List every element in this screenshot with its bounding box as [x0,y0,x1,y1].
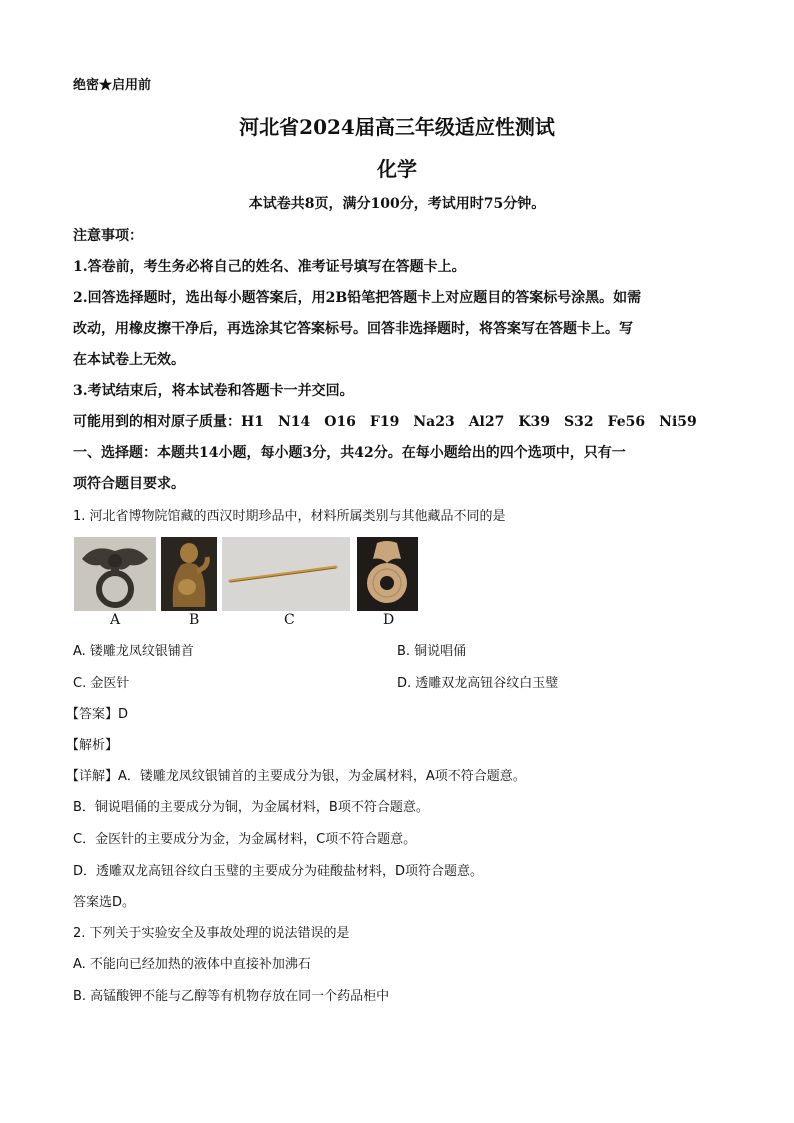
atomic-masses: 可能用到的相对原子质量：H1 N14 O16 F19 Na23 Al27 K39 S32 Fe56 Ni59 [73,414,697,430]
q1-explanation-a: 【详解】A．镂雕龙凤纹银铺首的主要成分为银，为金属材料，A项不符合题意。 [66,769,526,784]
notice-item-2-cont: 改动，用橡皮擦干净后，再选涂其它答案标号。回答非选择题时，将答案写在答题卡上。写 [73,321,633,337]
q1-option-b: B. 铜说唱俑 [397,644,467,659]
artifact-photo-b [161,537,217,611]
confidential-mark: 绝密★启用前 [73,78,152,93]
notice-heading: 注意事项： [73,228,143,244]
notice-item-3: 3.考试结束后，将本试卷和答题卡一并交回。 [73,383,354,399]
notice-item-1: 1.答卷前，考生务必将自己的姓名、准考证号填写在答题卡上。 [73,259,466,275]
notice-item-2-end: 在本试卷上无效。 [73,352,185,368]
image-label-c: C [284,612,295,628]
q1-option-c: C. 金医针 [73,676,130,691]
q1-answer: 【答案】D [66,707,129,722]
section-heading-cont: 项符合题目要求。 [73,476,185,492]
q1-option-d: D. 透雕双龙高钮谷纹白玉璧 [397,676,559,691]
q1-conclusion: 答案选D。 [73,895,136,910]
q1-explanation-d: D．透雕双龙高钮谷纹白玉璧的主要成分为硅酸盐材料，D项符合题意。 [73,864,484,879]
image-label-d: D [383,612,395,628]
artifact-photo-a [74,537,156,611]
q1-explanation-b: B．铜说唱俑的主要成分为铜，为金属材料，B项不符合题意。 [73,800,429,815]
section-heading: 一、选择题：本题共14小题，每小题3分，共42分。在每小题给出的四个选项中，只有一 [73,445,626,461]
q2-option-a: A. 不能向已经加热的液体中直接补加沸石 [73,957,311,972]
q2-option-b: B. 高锰酸钾不能与乙醇等有机物存放在同一个药品柜中 [73,989,390,1004]
exam-title: 河北省2024届高三年级适应性测试 [239,115,555,139]
exam-info: 本试卷共8页，满分100分，考试用时75分钟。 [248,196,546,212]
question-1-stem: 1. 河北省博物院馆藏的西汉时期珍品中，材料所属类别与其他藏品不同的是 [73,509,506,524]
q1-option-a: A. 镂雕龙凤纹银铺首 [73,644,194,659]
image-label-a: A [110,612,121,628]
artifact-photo-d [357,537,418,611]
image-label-b: B [189,612,200,628]
q1-analysis-label: 【解析】 [66,738,119,753]
artifact-photo-c [222,537,350,611]
notice-item-2: 2.回答选择题时，选出每小题答案后，用2B铅笔把答题卡上对应题目的答案标号涂黑。如需 [73,290,642,306]
question-2-stem: 2. 下列关于实验安全及事故处理的说法错误的是 [73,926,350,941]
q1-explanation-c: C．金医针的主要成分为金，为金属材料，C项不符合题意。 [73,832,417,847]
subject-title: 化学 [377,157,417,181]
